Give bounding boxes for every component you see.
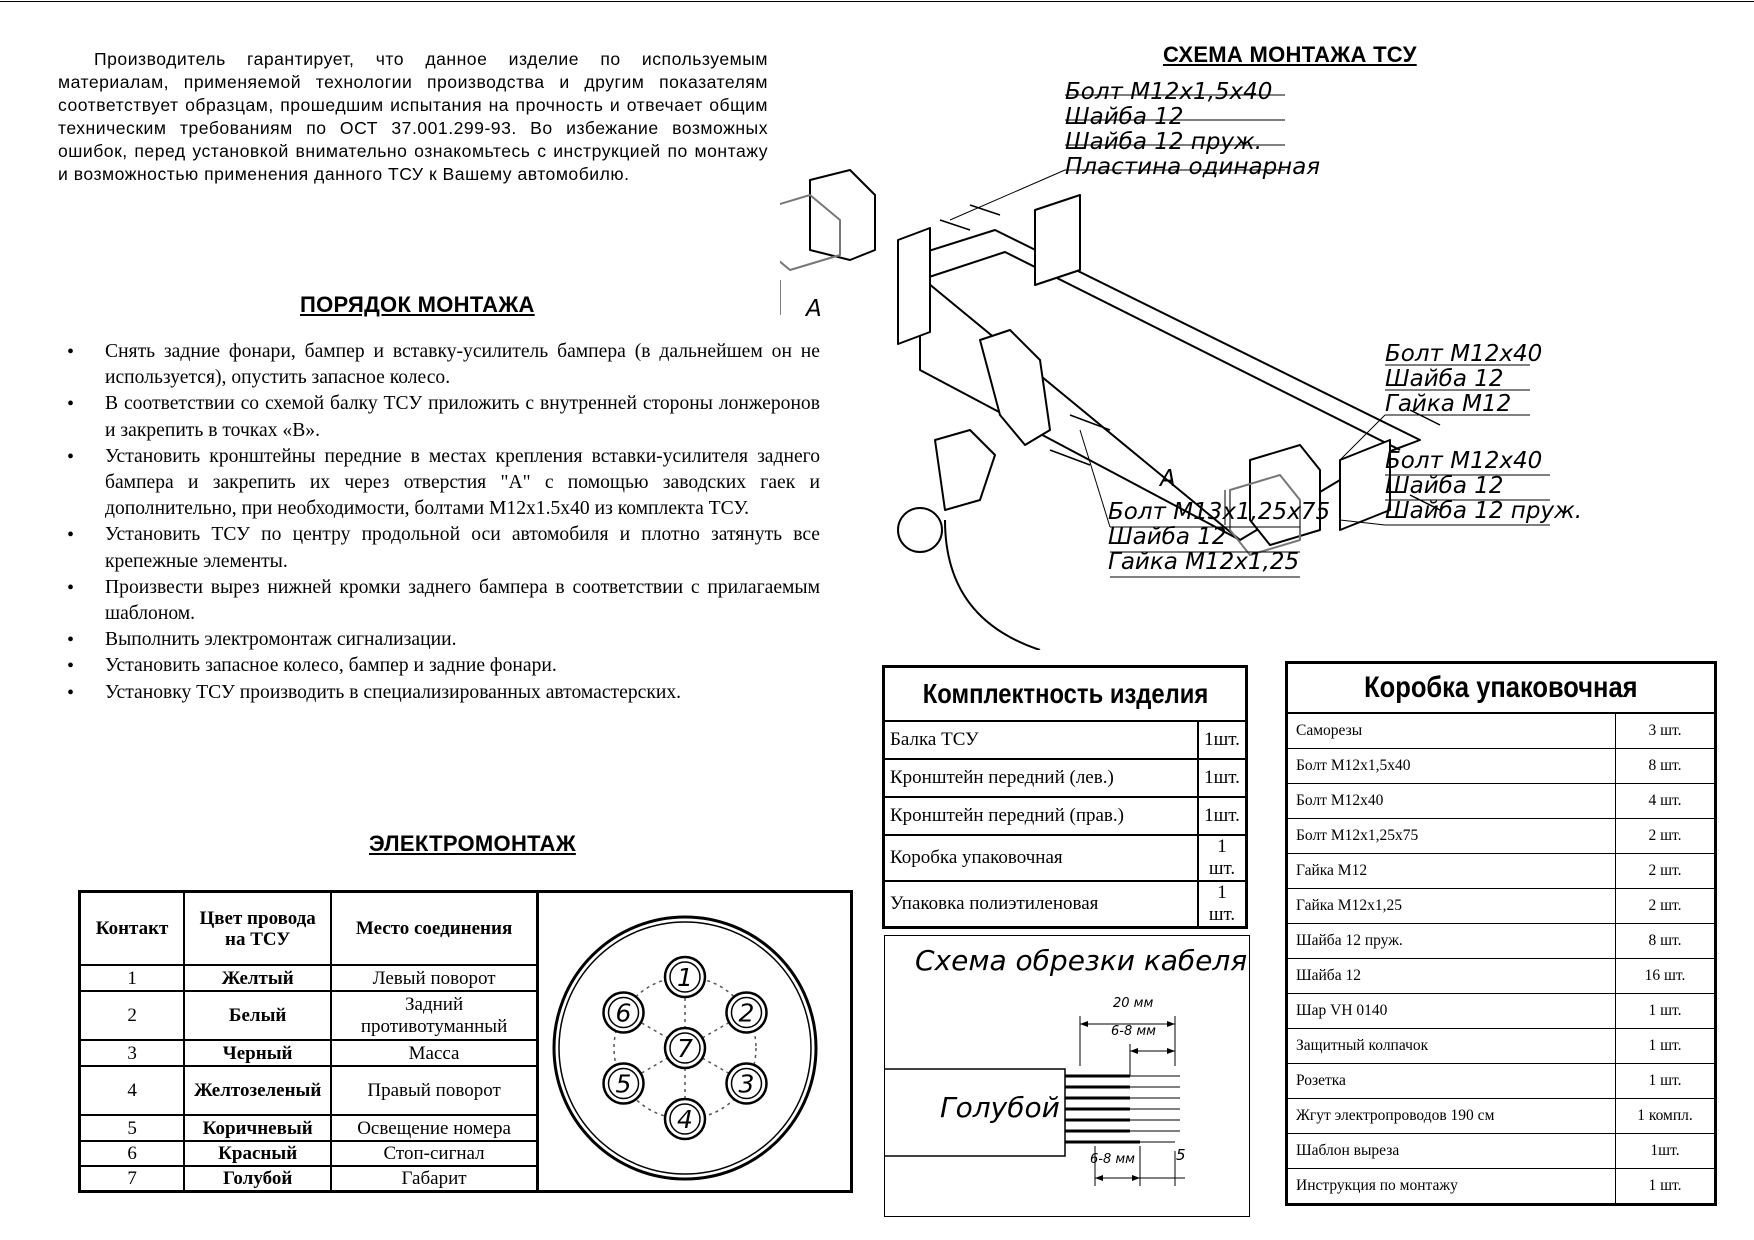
box-item-qty: 1 шт.	[1616, 1029, 1716, 1064]
installation-step: • Произвести вырез нижней кромки заднего бампера в соответствии с прилагаемым шаблоном.	[64, 575, 820, 627]
box-item-name: Саморезы	[1287, 713, 1616, 749]
table-row	[884, 797, 1247, 835]
callout-bolt-m12x40: Болт М12х40	[1385, 341, 1543, 367]
box-item-qty: 1 шт.	[1616, 1169, 1716, 1205]
cell-place: Левый поворот	[331, 965, 537, 990]
scheme-heading: СХЕМА МОНТАЖА ТСУ	[1163, 42, 1417, 67]
left-mount-plate	[898, 228, 930, 344]
dim-strip-top-label: 6-8 мм	[1111, 1024, 1156, 1039]
pin-number: 2	[738, 998, 755, 1028]
box-item-name: Шайба 12	[1287, 959, 1616, 994]
cell-place: Правый поворот	[331, 1066, 537, 1116]
box-item-name: Болт М12х40	[1287, 784, 1616, 819]
kit-contents	[882, 665, 1248, 929]
pin-3	[726, 1064, 766, 1104]
kit-item-qty: 1шт.	[1198, 721, 1247, 759]
cell-place: Габарит	[331, 1166, 537, 1191]
pin-2	[726, 993, 766, 1033]
table-row	[1287, 854, 1716, 889]
table-row	[1287, 713, 1716, 749]
cell-contact: 4	[80, 1066, 185, 1116]
installation-step: • Установить запасное колесо, бампер и задние фонари.	[64, 653, 820, 679]
callout-washer-12: Шайба 12	[1385, 366, 1504, 392]
pin-number: 3	[738, 1069, 755, 1099]
cell-color: Желтый	[184, 965, 331, 990]
cell-place: Освещение номера	[331, 1115, 537, 1140]
electrical-section	[78, 890, 853, 1193]
cell-contact: 7	[80, 1166, 185, 1191]
kit-item-qty: 1шт.	[1198, 759, 1247, 797]
pin-number: 4	[677, 1105, 693, 1134]
installation-step: • В соответствии со схемой балку ТСУ приложить с внутренней стороны лонжеронов и закрепить в точках «В».	[64, 391, 820, 443]
cell-place: Масса	[331, 1040, 537, 1065]
cell-contact: 2	[80, 991, 185, 1041]
table-row	[1287, 1064, 1716, 1099]
table-row	[1287, 1099, 1716, 1134]
box-item-qty: 16 шт.	[1616, 959, 1716, 994]
installation-steps-list	[64, 339, 820, 706]
installation-step: • Снять задние фонари, бампер и вставку-усилитель бампера (в дальнейшем он не используется), опустить запасное колесо.	[64, 339, 820, 391]
dim-strip-bottom-label: 6-8 мм	[1090, 1152, 1135, 1167]
kit-title: Комплектность изделия	[911, 667, 1220, 722]
left-front-bracket	[810, 170, 875, 260]
cell-place: Задний противотуманный	[331, 991, 537, 1041]
box-item-name: Болт М12х1,5х40	[1287, 749, 1616, 784]
callout-nut-m12x1.25: Гайка М12х1,25	[1108, 549, 1300, 575]
box-item-qty: 8 шт.	[1616, 749, 1716, 784]
kit-item-name: Кронштейн передний (лев.)	[884, 759, 1199, 797]
cell-color: Белый	[184, 991, 331, 1041]
table-row	[80, 1115, 538, 1140]
box-item-name: Жгут электропроводов 190 см	[1287, 1099, 1616, 1134]
box-table	[1285, 661, 1717, 1206]
cell-contact: 3	[80, 1040, 185, 1065]
kit-item-name: Кронштейн передний (прав.)	[884, 797, 1199, 835]
table-row	[1287, 749, 1716, 784]
installation-step: • Установку ТСУ производить в специализированных автомастерских.	[64, 680, 820, 706]
table-row	[1287, 1029, 1716, 1064]
pin-5	[604, 1064, 644, 1104]
box-title	[1287, 663, 1716, 714]
wiring-table	[78, 890, 539, 1193]
box-item-qty: 1шт.	[1616, 1134, 1716, 1169]
cell-color: Голубой	[184, 1166, 331, 1191]
callout-washer-12: Шайба 12	[1385, 473, 1504, 499]
box-item-name: Болт М12х1,25х75	[1287, 819, 1616, 854]
cell-color: Черный	[184, 1040, 331, 1065]
table-row	[1287, 1169, 1716, 1205]
tow-ball	[898, 508, 942, 552]
installation-step: • Выполнить электромонтаж сигнализации.	[64, 627, 820, 653]
wire-color-label: Голубой	[940, 1091, 1060, 1124]
pin-7	[665, 1028, 705, 1068]
box-item-name: Гайка М12х1,25	[1287, 889, 1616, 924]
pin-4	[665, 1099, 705, 1139]
cable-cutting-diagram	[884, 935, 1250, 1217]
box-item-qty: 1 шт.	[1616, 994, 1716, 1029]
installation-step: • Установить ТСУ по центру продольной оси автомобиля и плотно затянуть все крепежные элементы.	[64, 522, 820, 574]
box-item-name: Шаблон выреза	[1287, 1134, 1616, 1169]
column-header-contact: Контакт	[80, 892, 185, 966]
cell-color: Красный	[184, 1141, 331, 1166]
table-row	[80, 1066, 538, 1116]
box-item-qty: 4 шт.	[1616, 784, 1716, 819]
callout-bolt-m12x40: Болт М12х40	[1385, 448, 1543, 474]
cell-contact: 6	[80, 1141, 185, 1166]
socket-diagram	[537, 890, 853, 1193]
table-row	[80, 1141, 538, 1166]
table-row	[1287, 1134, 1716, 1169]
warranty-paragraph: Производитель гарантирует, что данное изделие по используемым материалам, применяемой технологии производства и другим показателям соответствует образцам, прошедшим испытания на прочность и отвечает общим техническим требованиям по ОСТ 37.001.299-93. Во избежание возможных ошибок, перед установкой внимательно ознакомьтесь с инструкцией по монтажу и возможностью применения данного ТСУ к Вашему автомобилю.	[58, 49, 768, 184]
box-item-qty: 1 шт.	[1616, 1064, 1716, 1099]
pin-number: 7	[677, 1034, 693, 1063]
installation-heading: ПОРЯДОК МОНТАЖА	[300, 292, 535, 317]
callout-washer-12: Шайба 12	[1108, 524, 1227, 550]
table-row	[884, 835, 1247, 881]
callout-nut-m12: Гайка М12	[1385, 391, 1512, 417]
pin-6	[604, 993, 644, 1033]
box-item-name: Шайба 12 пруж.	[1287, 924, 1616, 959]
table-row	[1287, 994, 1716, 1029]
cable-wires	[1065, 1076, 1180, 1142]
socket-pins	[604, 957, 767, 1139]
table-row	[80, 965, 538, 990]
electrical-heading: ЭЛЕКТРОМОНТАЖ	[369, 831, 576, 856]
cable-title: Схема обрезки кабеля	[915, 944, 1248, 977]
table-row	[1287, 889, 1716, 924]
socket-plate	[935, 430, 995, 510]
table-row	[1287, 959, 1716, 994]
kit-item-qty: 1 шт.	[1198, 835, 1247, 881]
kit-item-name: Коробка упаковочная	[884, 835, 1199, 881]
box-item-qty: 2 шт.	[1616, 889, 1716, 924]
callout-spring-washer-12: Шайба 12 пруж.	[1065, 129, 1263, 155]
pin-number: 5	[615, 1069, 632, 1099]
cell-contact: 5	[80, 1115, 185, 1140]
box-item-qty: 8 шт.	[1616, 924, 1716, 959]
table-row	[80, 1040, 538, 1065]
box-item-qty: 3 шт.	[1616, 713, 1716, 749]
dim-end-label: 5	[1176, 1146, 1186, 1164]
table-row	[1287, 819, 1716, 854]
box-item-name: Шар VH 0140	[1287, 994, 1616, 1029]
socket-pinout-svg	[539, 893, 851, 1193]
kit-item-qty: 1 шт.	[1198, 881, 1247, 928]
pin-number: 1	[677, 963, 693, 992]
table-row	[1287, 784, 1716, 819]
package-box-contents	[1285, 661, 1717, 1206]
callout-bolt-m13x1.25x75: Болт М13х1,25х75	[1108, 499, 1331, 525]
table-row	[80, 991, 538, 1041]
cell-color: Коричневый	[184, 1115, 331, 1140]
table-row	[80, 1166, 538, 1191]
right-front-bracket	[1250, 445, 1320, 545]
pin-number: 6	[615, 998, 632, 1028]
top-border-line	[0, 1, 1754, 2]
table-row	[884, 721, 1247, 759]
box-items	[1287, 713, 1716, 1205]
box-item-name: Гайка М12	[1287, 854, 1616, 889]
point-a-label: А	[1160, 466, 1176, 492]
installation-step: • Установить кронштейны передние в местах крепления вставки-усилителя заднего бампера и закрепить их через отверстия "А" с помощью заводских гаек и дополнительно, при необходимости, болтами М12х1.5х40 из комплекта ТСУ.	[64, 444, 820, 523]
cable-cutting-svg	[885, 936, 1249, 1216]
cell-color: Желтозеленый	[184, 1066, 331, 1116]
table-row	[884, 759, 1247, 797]
kit-item-name: Балка ТСУ	[884, 721, 1199, 759]
column-header-wire-color: Цвет провода на ТСУ	[184, 892, 331, 966]
left-bracket	[1035, 195, 1080, 285]
box-item-name: Защитный колпачок	[1287, 1029, 1616, 1064]
box-title-text: Коробка упаковочная	[1364, 671, 1638, 704]
box-item-name: Розетка	[1287, 1064, 1616, 1099]
box-item-qty: 2 шт.	[1616, 854, 1716, 889]
column-header-connection: Место соединения	[331, 892, 537, 966]
kit-item-qty: 1шт.	[1198, 797, 1247, 835]
kit-item-name: Упаковка полиэтиленовая	[884, 881, 1199, 928]
cell-place: Стоп-сигнал	[331, 1141, 537, 1166]
pin-1	[665, 957, 705, 997]
callout-bolt-m12x1.5x40: Болт М12х1,5х40	[1065, 79, 1273, 105]
cell-contact: 1	[80, 965, 185, 990]
point-a-label: А	[806, 296, 822, 322]
callout-spring-washer-12: Шайба 12 пруж.	[1385, 498, 1583, 524]
box-item-qty: 1 компл.	[1616, 1099, 1716, 1134]
kit-table	[882, 665, 1248, 929]
box-item-name: Инструкция по монтажу	[1287, 1169, 1616, 1205]
callout-single-plate: Пластина одинарная	[1065, 154, 1321, 180]
callout-washer-12: Шайба 12	[1065, 104, 1184, 130]
table-row	[884, 881, 1247, 928]
ball-arm	[945, 520, 1040, 650]
table-row	[1287, 924, 1716, 959]
box-item-qty: 2 шт.	[1616, 819, 1716, 854]
dim-total-label: 20 мм	[1113, 996, 1154, 1011]
